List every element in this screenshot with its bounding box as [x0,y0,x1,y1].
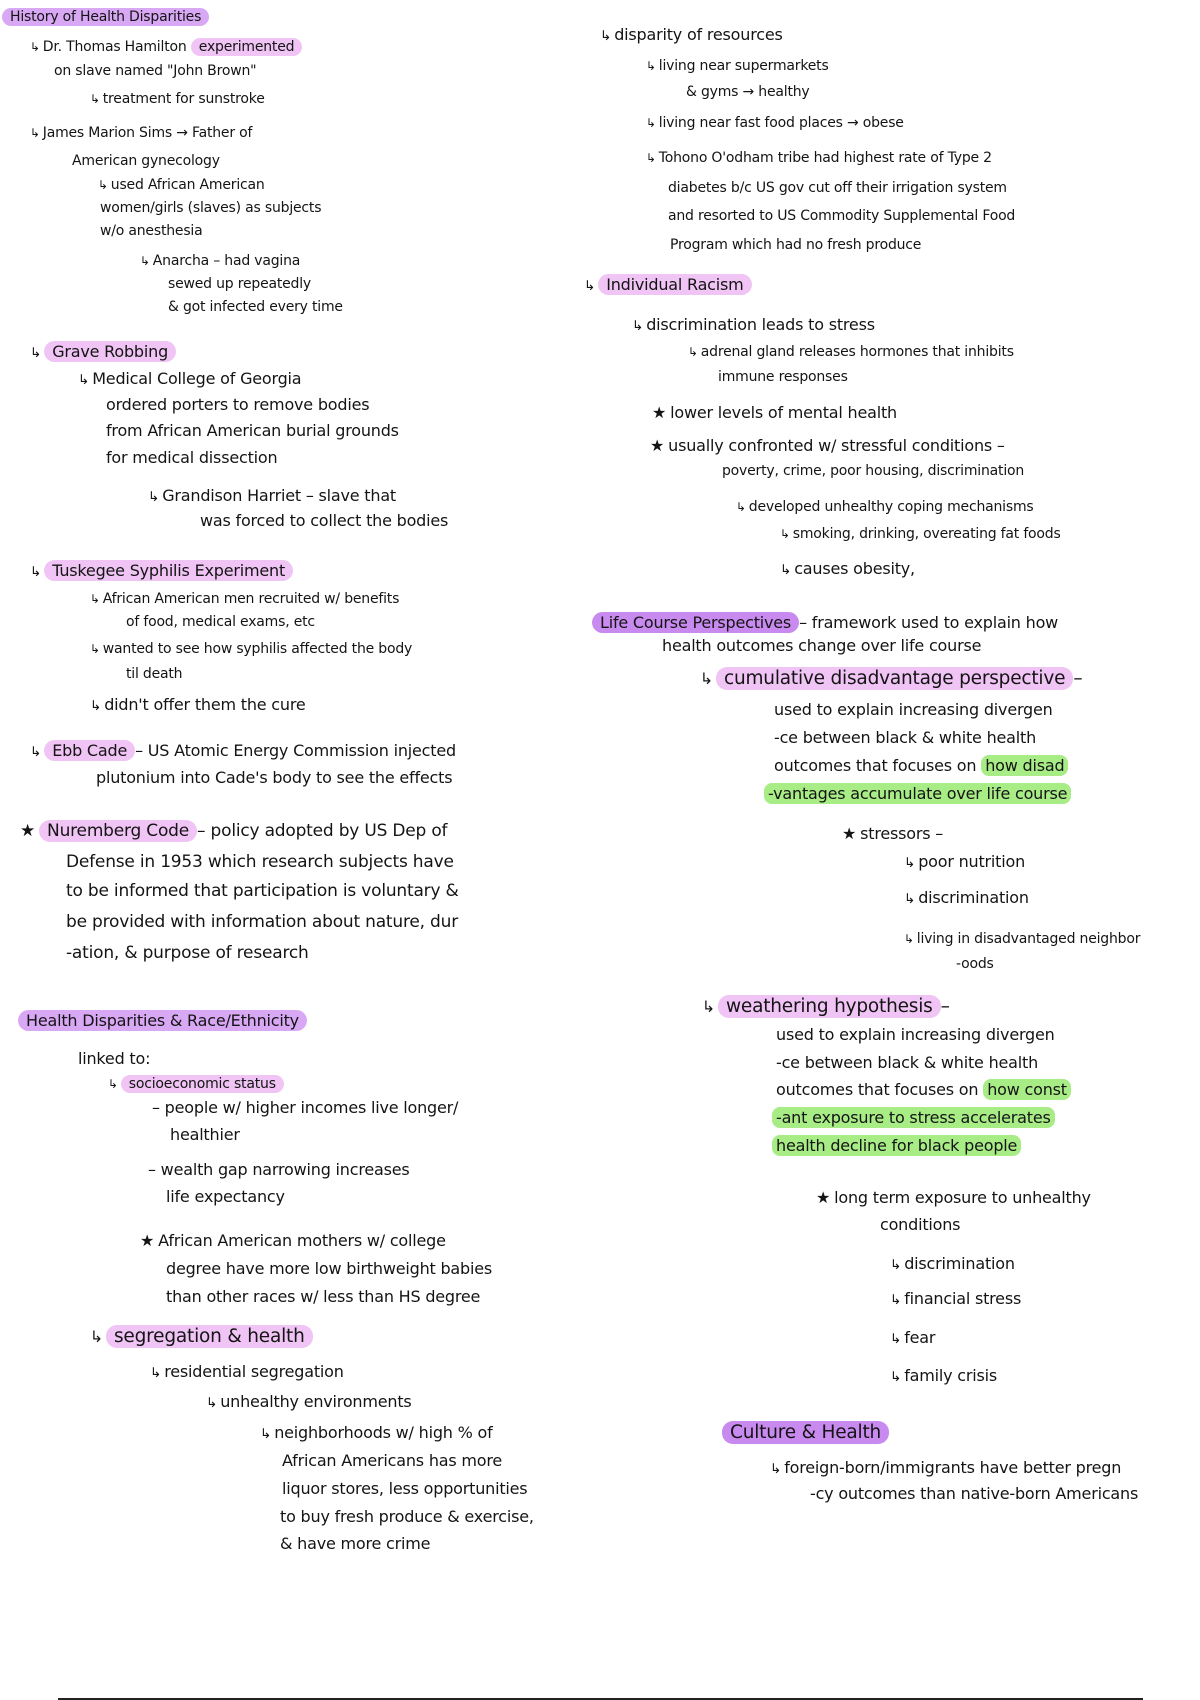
lt-1-text: discrimination [904,1254,1015,1273]
ses-4: life expectancy [166,1187,285,1206]
arrow-icon: ↳ [30,564,42,580]
grandison-2: was forced to collect the bodies [200,511,449,530]
anarcha-2: sewed up repeatedly [168,276,312,292]
star-icon: ★ [140,1231,155,1250]
mothers-3: than other races w/ less than HS degree [166,1287,481,1306]
arrow-icon: ↳ [646,116,656,130]
star-icon: ★ [20,821,36,841]
weathering-dash: – [940,996,950,1017]
nuremberg-heading [20,820,447,842]
life-2: health outcomes change over life course [662,636,982,655]
life-heading-text: Life Course Perspectives [592,612,799,633]
grave-heading [30,342,176,363]
cum-4 [764,784,1071,804]
grandison-1-text: Grandison Harriet – slave that [162,486,397,505]
seg-2-text: unhealthy environments [220,1392,412,1411]
ses-heading-text: socioeconomic status [121,1075,284,1093]
lt-1 [890,1254,1015,1275]
ebb-1: – US Atomic Energy Commission injected [135,741,456,760]
cumulative-dash: – [1073,668,1083,689]
seg-7: & have more crime [280,1534,431,1553]
arrow-icon: ↳ [904,891,916,907]
ses-heading [108,1075,284,1093]
cum-2: -ce between black & white health [774,728,1037,747]
arrow-icon: ↳ [148,489,160,505]
seg-1 [150,1362,344,1383]
racism-6: poverty, crime, poor housing, discrimination [722,463,1025,479]
grave-heading-text: Grave Robbing [44,341,176,362]
arrow-icon: ↳ [584,278,596,294]
arrow-icon: ↳ [90,698,102,714]
stress-3-text: living in disadvantaged neighbor [916,931,1141,947]
racism-7 [736,498,1034,516]
arrow-icon: ↳ [90,92,100,106]
arrow-icon: ↳ [98,178,108,192]
racism-4-text: lower levels of mental health [670,403,897,422]
arrow-icon: ↳ [150,1365,162,1381]
tohono-1-text: Tohono O'odham tribe had highest rate of Type 2 [658,150,992,166]
tohono-4: Program which had no fresh produce [670,237,922,253]
stress-4: -oods [956,956,994,972]
sims-line1 [30,124,252,142]
hamilton-highlight: experimented [191,38,303,56]
nuremberg-heading-text: Nuremberg Code [39,820,197,842]
hamilton-line [30,38,302,56]
resources-heading [600,25,783,46]
star-icon: ★ [842,824,857,843]
tuskegee-heading [30,561,293,582]
ses-3: – wealth gap narrowing increases [148,1160,410,1179]
lt-3-text: fear [904,1328,936,1347]
ebb-heading-text: Ebb Cade [44,740,135,761]
anarcha-1 [140,252,300,270]
cum-3 [774,756,1068,776]
resources-heading-text: disparity of resources [614,25,783,44]
seg-6: to buy fresh produce & exercise, [280,1507,534,1526]
sims-used-3: w/o anesthesia [100,223,203,239]
w-3 [776,1080,1071,1100]
hamilton-prefix: Dr. Thomas Hamilton [42,39,187,55]
sims-line2: American gynecology [72,153,220,169]
history-heading [2,8,209,26]
lt-4 [890,1366,997,1387]
stress-1-text: poor nutrition [918,852,1026,871]
nuremberg-3: to be informed that participation is voluntary & [66,881,459,901]
nuremberg-5: -ation, & purpose of research [66,943,309,963]
arrow-icon: ↳ [78,372,90,388]
history-heading-text: History of Health Disparities [2,8,209,26]
w-2: -ce between black & white health [776,1053,1039,1072]
mothers-1 [140,1231,446,1251]
arrow-icon: ↳ [30,744,42,760]
star-icon: ★ [816,1188,831,1207]
arrow-icon: ↳ [890,1331,902,1347]
arrow-icon: ↳ [90,642,100,656]
cum-1: used to explain increasing divergen [774,700,1053,719]
arrow-icon: ↳ [646,59,656,73]
culture-heading [722,1421,889,1445]
racism-2-text: adrenal gland releases hormones that inhibits [700,344,1014,360]
ses-1: – people w/ higher incomes live longer/ [152,1098,459,1117]
w-4-highlight: -ant exposure to stress accelerates [772,1107,1055,1128]
arrow-icon: ↳ [140,254,150,268]
longterm-1-text: long term exposure to unhealthy [834,1188,1091,1207]
grave-1 [78,369,301,390]
lt-2 [890,1289,1021,1310]
stress-3 [904,930,1140,948]
arrow-icon: ↳ [770,1461,782,1477]
arrow-icon: ↳ [890,1369,902,1385]
lt-4-text: family crisis [904,1366,998,1385]
hamilton-treatment [90,90,265,108]
linked-to: linked to: [78,1049,151,1068]
arrow-icon: ↳ [646,151,656,165]
longterm-2: conditions [880,1215,961,1234]
racism-1-text: discrimination leads to stress [646,315,875,334]
stress-1 [904,852,1025,873]
racism-5 [650,436,1005,456]
arrow-icon: ↳ [632,318,644,334]
arrow-icon: ↳ [30,40,40,54]
stressors-text: stressors – [860,824,944,843]
cumulative-heading [700,667,1082,691]
longterm-1 [816,1188,1091,1208]
seg-4: African Americans has more [282,1451,503,1470]
arrow-icon: ↳ [260,1426,272,1442]
segregation-heading-text: segregation & health [106,1325,313,1348]
race-heading-text: Health Disparities & Race/Ethnicity [18,1010,307,1031]
tuskegee-1 [90,590,399,608]
cum-3-highlight: how disad [981,755,1068,776]
stress-2-text: discrimination [918,888,1029,907]
cumulative-heading-text: cumulative disadvantage perspective [716,667,1073,690]
seg-1-text: residential segregation [164,1362,344,1381]
grave-3: from African American burial grounds [106,421,399,440]
racism-8-text: smoking, drinking, overeating fat foods [792,526,1061,542]
arrow-icon: ↳ [890,1257,902,1273]
sims-used-1-text: used African American [110,177,265,193]
lt-3 [890,1328,935,1349]
weathering-heading-text: weathering hypothesis [718,995,941,1018]
tohono-3: and resorted to US Commodity Supplemental Food [668,208,1016,224]
arrow-icon: ↳ [736,500,746,514]
racism-8 [780,525,1061,543]
ses-2: healthier [170,1125,240,1144]
anarcha-1-text: Anarcha – had vagina [152,253,301,269]
arrow-icon: ↳ [90,592,100,606]
arrow-icon: ↳ [688,345,698,359]
hamilton-treatment-text: treatment for sunstroke [102,91,265,107]
tuskegee-3-text: wanted to see how syphilis affected the body [102,641,413,657]
grave-2: ordered porters to remove bodies [106,395,370,414]
weathering-heading [702,995,950,1019]
segregation-heading [90,1325,313,1349]
life-1: – framework used to explain how [799,613,1059,632]
tohono-2: diabetes b/c US gov cut off their irrigation system [668,180,1007,196]
tuskegee-1-text: African American men recruited w/ benefits [102,591,400,607]
stressors [842,824,943,844]
arrow-icon: ↳ [890,1292,902,1308]
arrow-icon: ↳ [904,855,916,871]
grandison-1 [148,486,396,507]
racism-5-text: usually confronted w/ stressful conditions – [668,436,1005,455]
arrow-icon: ↳ [702,997,715,1016]
culture-heading-text: Culture & Health [722,1421,889,1444]
culture-1-text: foreign-born/immigrants have better pregn [784,1458,1122,1477]
arrow-icon: ↳ [780,562,792,578]
racism-heading [584,275,752,296]
racism-9 [780,559,915,580]
nuremberg-2: Defense in 1953 which research subjects have [66,852,454,872]
culture-2: -cy outcomes than native-born Americans [810,1484,1139,1503]
racism-1 [632,315,875,336]
seg-5: liquor stores, less opportunities [282,1479,528,1498]
star-icon: ★ [652,403,667,422]
hamilton-line2: on slave named "John Brown" [54,63,257,79]
seg-3-text: neighborhoods w/ high % of [274,1423,493,1442]
arrow-icon: ↳ [30,345,42,361]
cum-4-highlight: -vantages accumulate over life course [764,783,1071,804]
w-1: used to explain increasing divergen [776,1025,1055,1044]
arrow-icon: ↳ [206,1395,218,1411]
nuremberg-4: be provided with information about nature, dur [66,912,459,932]
tohono-1 [646,149,992,167]
racism-4 [652,403,897,423]
sims-used-2: women/girls (slaves) as subjects [100,200,322,216]
tuskegee-5-text: didn't offer them the cure [104,695,306,714]
grave-4: for medical dissection [106,448,278,467]
seg-2 [206,1392,412,1413]
w-5-highlight: health decline for black people [772,1135,1021,1156]
racism-3: immune responses [718,369,848,385]
race-heading [18,1011,307,1031]
ebb-2: plutonium into Cade's body to see the effects [96,768,453,787]
cum-3-text: outcomes that focuses on [774,756,977,775]
racism-9-text: causes obesity, [794,559,915,578]
tuskegee-4: til death [126,666,183,682]
arrow-icon: ↳ [90,1327,103,1346]
w-4 [772,1108,1055,1128]
anarcha-3: & got infected every time [168,299,343,315]
arrow-icon: ↳ [904,932,914,946]
mothers-2: degree have more low birthweight babies [166,1259,493,1278]
arrow-icon: ↳ [780,527,790,541]
culture-1 [770,1458,1121,1479]
mothers-1-text: African American mothers w/ college [158,1231,446,1250]
res-1-text: living near supermarkets [658,58,829,74]
arrow-icon: ↳ [30,126,40,140]
w-5 [772,1136,1021,1156]
ebb-heading [30,741,456,762]
w-3-highlight: how const [983,1079,1071,1100]
res-2: & gyms → healthy [686,84,810,100]
seg-3 [260,1423,493,1444]
stress-2 [904,888,1029,909]
grave-1-text: Medical College of Georgia [92,369,302,388]
tuskegee-3 [90,640,412,658]
arrow-icon: ↳ [600,28,612,44]
lt-2-text: financial stress [904,1289,1022,1308]
w-3-text: outcomes that focuses on [776,1080,979,1099]
tuskegee-2: of food, medical exams, etc [126,614,315,630]
res-1 [646,57,829,75]
res-3-text: living near fast food places → obese [658,115,904,131]
arrow-icon: ↳ [108,1077,118,1091]
arrow-icon: ↳ [700,669,713,688]
racism-2 [688,343,1014,361]
racism-7-text: developed unhealthy coping mechanisms [748,499,1034,515]
sims-line1-text: James Marion Sims → Father of [42,125,253,141]
sims-used-1 [98,176,265,194]
life-heading [592,613,1058,633]
star-icon: ★ [650,436,665,455]
tuskegee-heading-text: Tuskegee Syphilis Experiment [44,560,293,581]
racism-heading-text: Individual Racism [598,274,751,295]
nuremberg-1: – policy adopted by US Dep of [197,821,448,841]
tuskegee-5 [90,695,306,716]
res-3 [646,114,904,132]
